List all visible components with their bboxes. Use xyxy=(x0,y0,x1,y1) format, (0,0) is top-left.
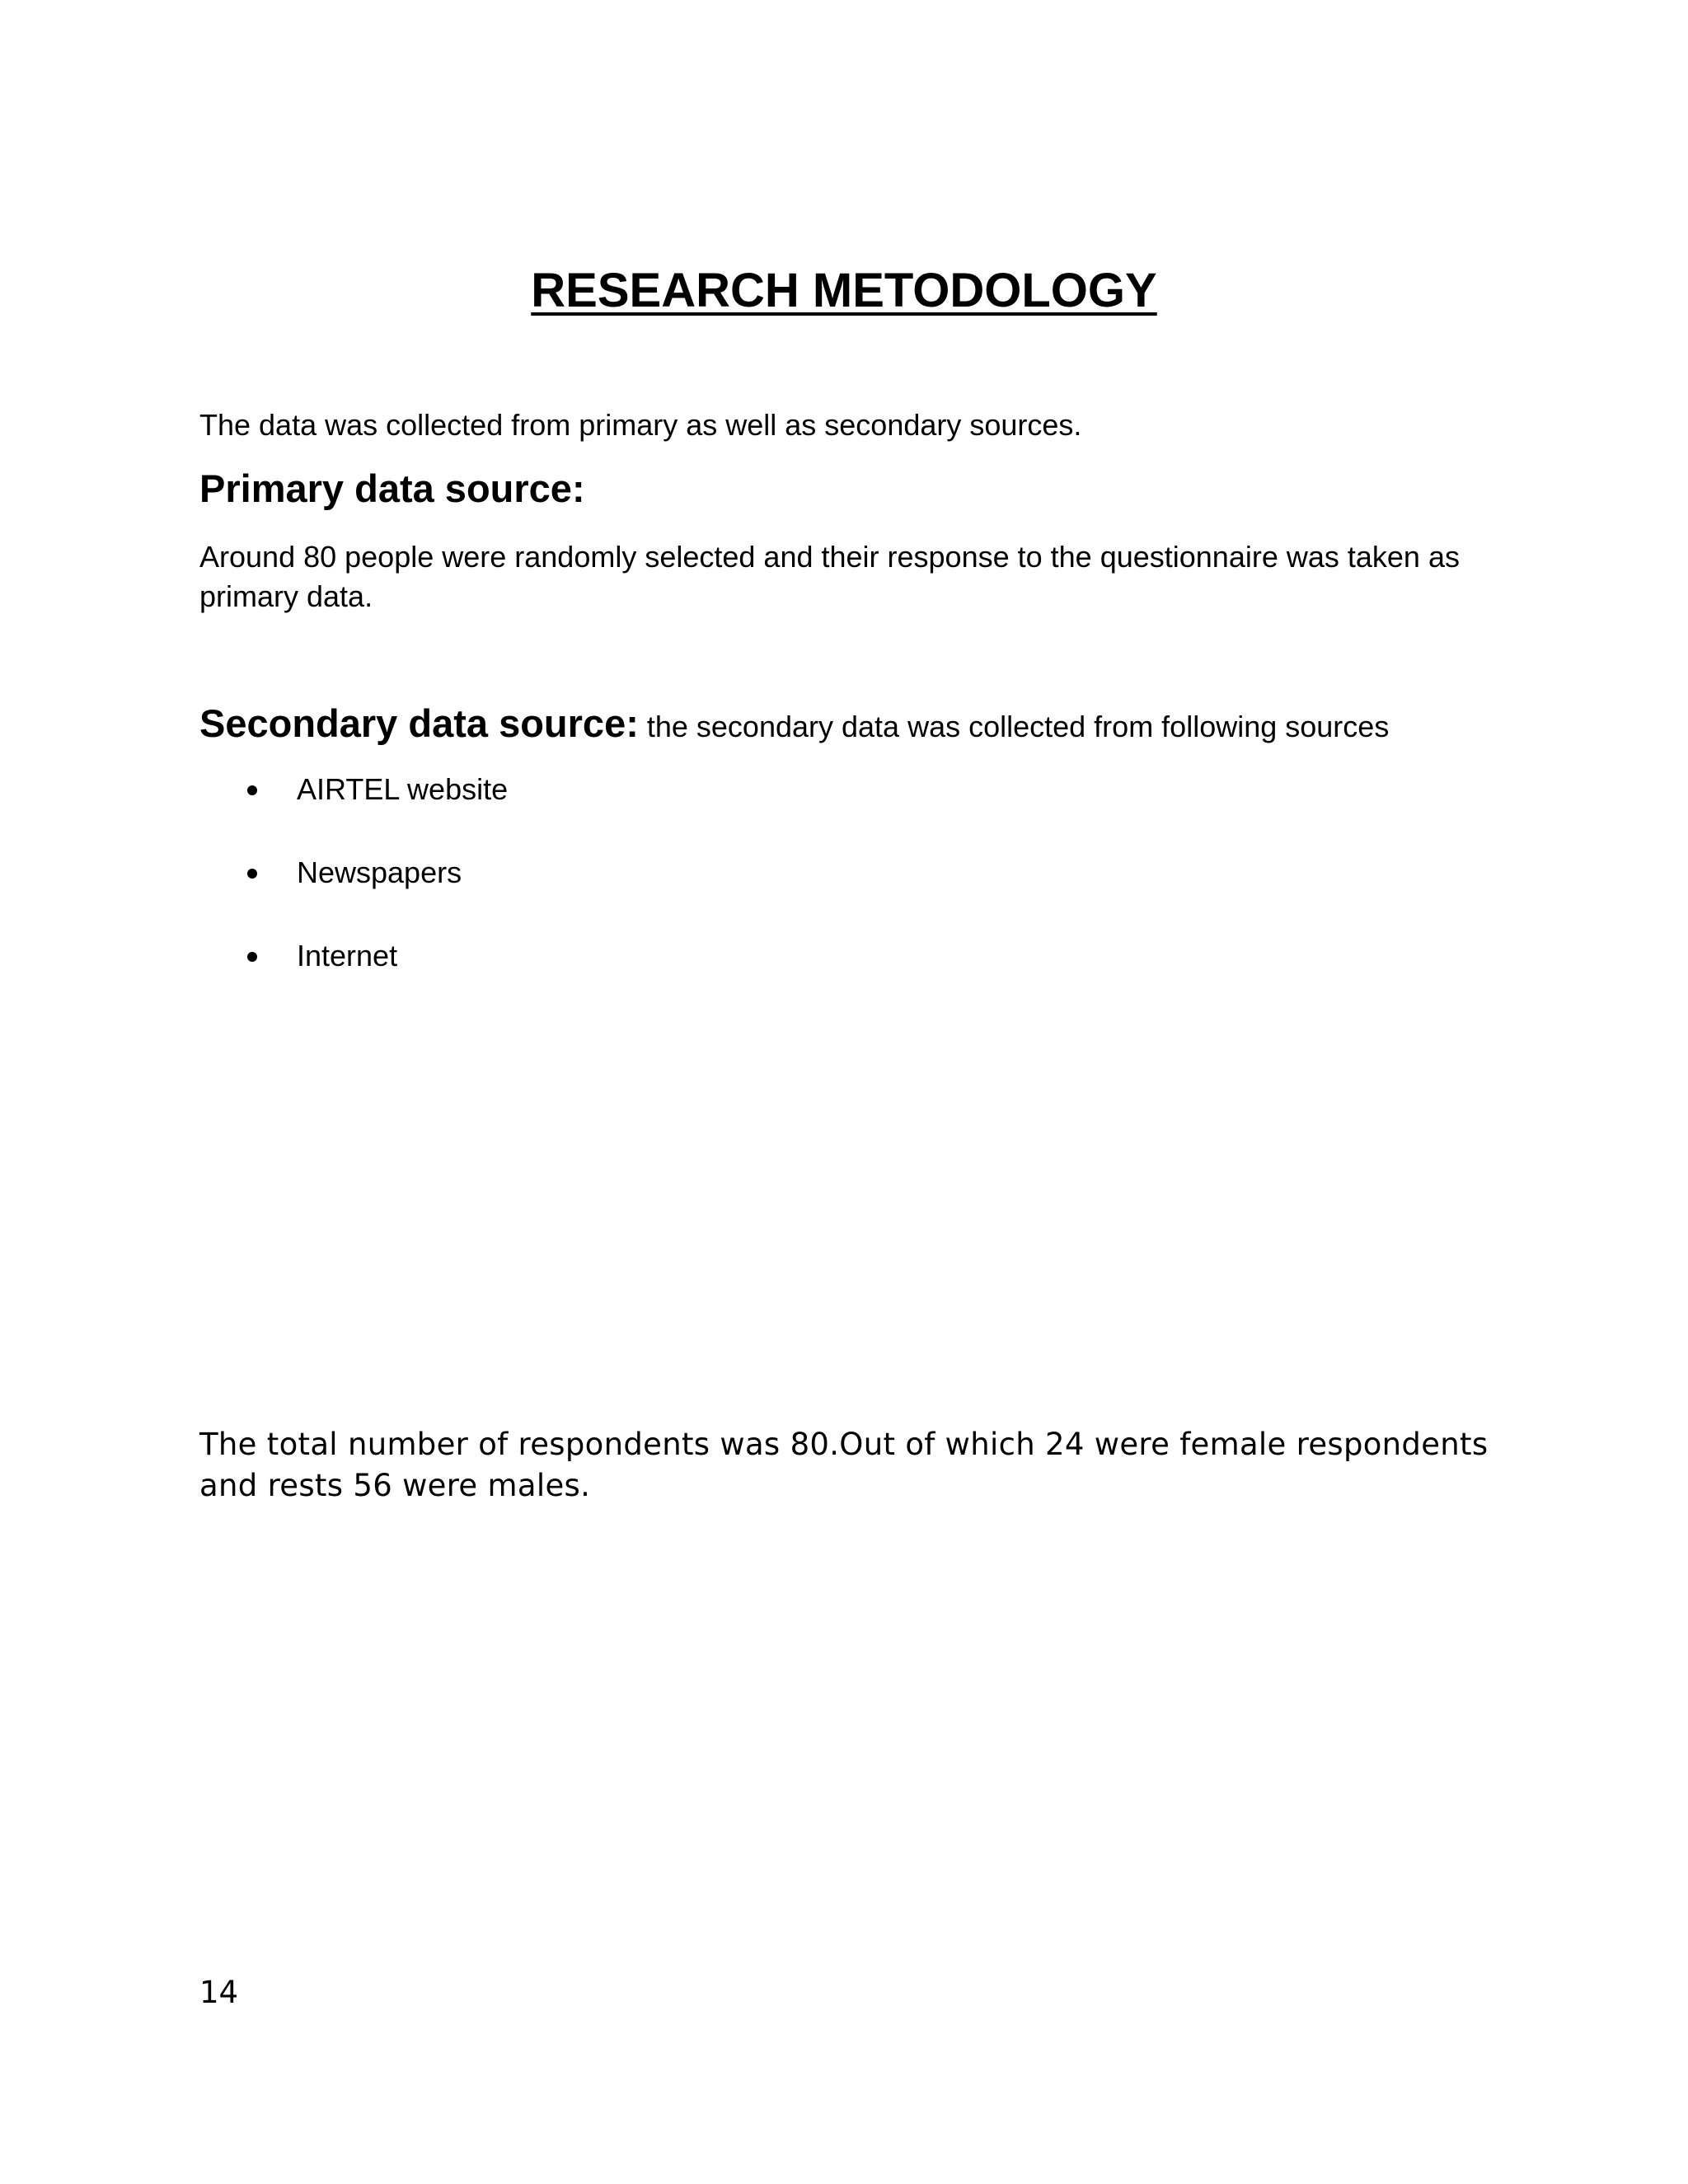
respondents-paragraph: The total number of respondents was 80.Out of which 24 were female respondents and rests 56 were males. xyxy=(199,1427,1489,1503)
primary-heading: Primary data source: xyxy=(199,466,585,510)
list-item xyxy=(247,936,508,1019)
secondary-sources-list xyxy=(247,770,508,1019)
bullet-icon xyxy=(247,952,257,962)
secondary-heading-line xyxy=(199,701,1389,746)
page-title: RESEARCH METODOLOGY xyxy=(531,264,1157,317)
list-item-label: Internet xyxy=(297,939,398,972)
secondary-heading: Secondary data source: xyxy=(199,701,639,745)
list-item xyxy=(247,770,508,853)
list-item xyxy=(247,853,508,936)
list-item-label: AIRTEL website xyxy=(297,772,509,806)
bullet-icon xyxy=(247,785,257,795)
intro-paragraph: The data was collected from primary as well as secondary sources. xyxy=(199,408,1082,442)
page-number: 14 xyxy=(199,1975,239,2010)
secondary-heading-text: the secondary data was collected from following sources xyxy=(638,710,1390,743)
primary-paragraph: Around 80 people were randomly selected and their response to the questionnaire was taken as primary data. xyxy=(199,540,1460,613)
list-item-label: Newspapers xyxy=(297,855,462,889)
bullet-icon xyxy=(247,869,257,879)
